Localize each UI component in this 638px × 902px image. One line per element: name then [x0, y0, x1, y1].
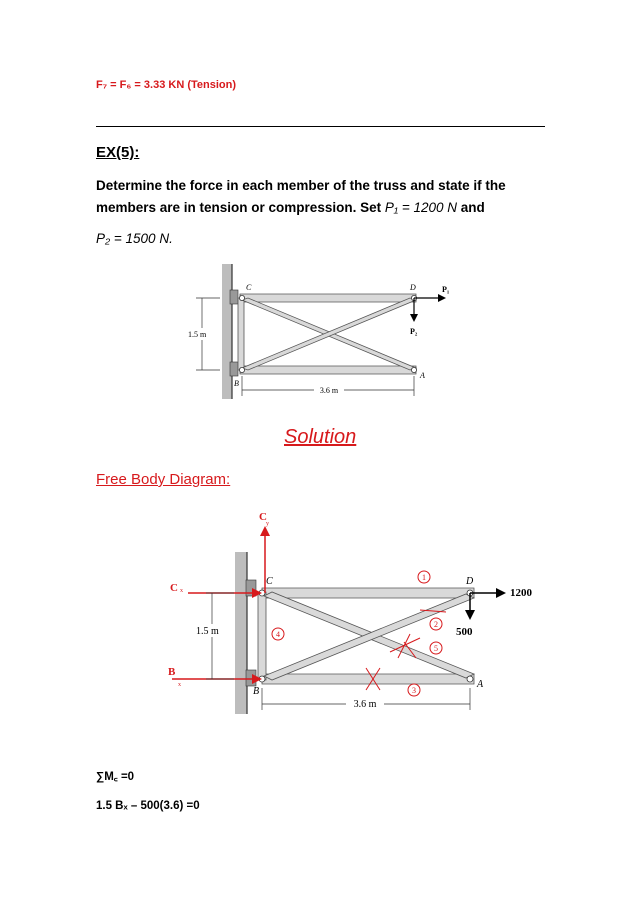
member-2-label: 2	[434, 620, 438, 629]
p1-label: P₁	[442, 285, 450, 294]
cy-arrow-head	[260, 526, 270, 536]
member-cb	[238, 298, 244, 370]
support-b	[230, 362, 238, 376]
p1-arrow-head	[438, 294, 446, 302]
p1-value: P₁ = 1200 N	[384, 200, 458, 215]
joint-a-label: A	[420, 371, 425, 380]
bx-equation: 1.5 Bₓ – 500(3.6) =0	[96, 800, 200, 812]
fbd-wall-hatch	[235, 552, 247, 714]
fbd-member-cd	[262, 588, 474, 598]
solution-heading: Solution	[284, 426, 357, 448]
joint-b-label: B	[234, 379, 239, 388]
bx-label: B	[168, 666, 176, 678]
pin-b	[239, 367, 244, 372]
member-5-label: 5	[434, 644, 438, 653]
support-c	[230, 290, 238, 304]
fbd-dim-width-label: 3.6 m	[353, 699, 377, 710]
load-500-label: 500	[456, 626, 473, 638]
dim-height-label: 1.5 m	[188, 330, 207, 339]
wall-hatch	[222, 264, 232, 399]
member-ba	[240, 366, 416, 374]
member-1-label: 1	[422, 573, 426, 582]
fbd-joint-c-label: C	[266, 576, 273, 587]
p2-value: P₂ = 1500 N.	[96, 231, 173, 246]
problem-line-2-text: members are in tension or compression. Set	[96, 200, 385, 215]
member-4-label: 4	[276, 630, 280, 639]
cx-label: C	[170, 582, 178, 594]
member-cd	[240, 294, 416, 302]
joint-d-label: D	[410, 283, 416, 292]
load-1200-arrow-head	[496, 588, 506, 598]
cy-subscript: y	[266, 521, 269, 527]
member-3-label: 3	[412, 686, 416, 695]
problem-line-1: Determine the force in each member of the truss and state if the	[96, 178, 506, 193]
fbd-joint-a-label: A	[477, 679, 484, 690]
load-500-arrow-head	[465, 610, 475, 620]
pin-a	[411, 367, 416, 372]
previous-result-line: F₇ = F₆ = 3.33 KN (Tension)	[96, 79, 236, 91]
load-1200-label: 1200	[510, 587, 532, 599]
fbd-joint-b-label: B	[253, 686, 260, 697]
cy-label: C	[259, 511, 267, 523]
fbd-heading: Free Body Diagram:	[96, 471, 231, 488]
dim-width-label: 3.6 m	[319, 386, 339, 395]
fbd-member-cb	[258, 592, 266, 680]
pin-c	[239, 295, 244, 300]
problem-line-2	[96, 197, 485, 219]
p2-label: P₂	[410, 327, 418, 336]
fbd-member-ba	[262, 674, 474, 684]
fbd-dim-height-label: 1.5 m	[196, 626, 219, 637]
joint-c-label: C	[246, 283, 252, 292]
free-body-diagram	[150, 500, 545, 720]
cx-subscript: x	[180, 588, 183, 594]
example-title: EX(5):	[96, 144, 140, 161]
fbd-joint-d-label: D	[466, 576, 474, 587]
fbd-pin-a	[467, 676, 473, 682]
truss-figure	[180, 262, 450, 407]
bx-subscript: x	[178, 682, 181, 688]
p2-arrow-head	[410, 314, 418, 322]
problem-line-2-end: and	[457, 200, 485, 215]
moment-equation: ∑M꜀ =0	[96, 771, 135, 783]
section-divider	[96, 126, 545, 127]
